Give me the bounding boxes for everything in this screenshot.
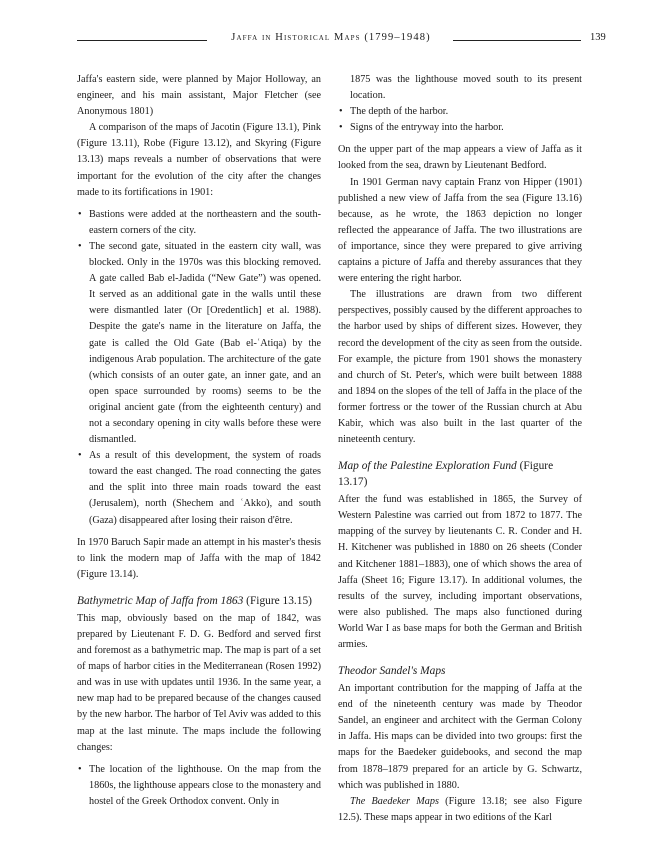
list-item: • The location of the lighthouse. On the map from the 1860s, the lighthouse appears close to the monastery and hostel of the Greek Orthodox convent. Only in (77, 762, 321, 810)
section-heading (338, 663, 582, 679)
section-heading (77, 593, 321, 609)
paragraph: In 1970 Baruch Sapir made an attempt in his master's thesis to link the modern map of Jaffa with the map of 1842 (Figure 13.14). (77, 536, 321, 580)
list-item: • The depth of the harbor. (338, 104, 582, 120)
running-head: Jaffa in Historical Maps (1799–1948) (231, 32, 431, 43)
paragraph: Jaffa's eastern side, were planned by Major Holloway, an engineer, and his main assistant, Major Fletcher (see Anonymous 1801) (77, 74, 321, 118)
inline-title: The Baedeker Maps (350, 795, 439, 807)
paragraph: In 1901 German navy captain Franz von Hipper (1901) published a new view of Jaffa from the sea (Figure 13.16) because, as he wrote, the 1863 depiction no longer reflected the appearance of Jaffa. The two illustrations are of importance, since they were prepared to give arriving captains a picture of Jaffa and thereby assurances that they were entering the right harbor. (338, 176, 582, 285)
page-number: 139 (590, 32, 606, 43)
paragraph (338, 794, 582, 826)
section-heading-figure-ref: (Figure 13.17) (338, 460, 554, 489)
list-item: • The second gate, situated in the eastern city wall, was blocked. Only in the 1970s was this blocking removed. A gate called Bab el-Jadida (“New Gate”) was opened. It served as an additional gate in the walls until these were dismantled later (Or [Oredentlich] et al. 1988). Despite the gate's name in the literature on Jaffa, the gate is called the Old Gate (Bab el-ʿAtiqa) by the indigenous Arab population. The architecture of the gate (which consists of an outer gate, an inner gate, and an open space surrounded by rooms) seems to be the original ancient gate (from the eighteenth century) and not a secondary opening in city walls before these were dismantled. (77, 239, 321, 448)
header-rule-left (77, 40, 207, 41)
paragraph: The illustrations are drawn from two different perspectives, possibly caused by the different approaches to the harbor used by ships of different sizes. However, they record the development of the city as seen from the outside. For example, the picture from 1901 shows the monastery and church of St. Peter's, which were built between 1888 and 1894 on the slopes of the tell of Jaffa in the place of the former fortress or the tower of the Russian church at Abu Kabir, which was also built in the last quarter of the nineteenth century. (338, 289, 582, 446)
list-item-continued: 1875 was the lighthouse moved south to its present location. (350, 74, 582, 102)
bullet-list (77, 762, 321, 810)
section-heading-figure-ref: (Figure 13.15) (243, 594, 312, 607)
paragraph: This map, obviously based on the map of 1842, was prepared by Lieutenant F. D. G. Bedford and served first and foremost as a bathymetric map. The map is part of a set of maps of harbor cities in the Mediterranean (Rosen 1992) and was in use with updates until 1936. In the same year, a new map had to be prepared because of the changes caused by the new harbor. The harbor of Tel Aviv was added to this map at the last minute. The maps include the following changes: (77, 612, 322, 753)
paragraph: On the upper part of the map appears a view of Jaffa as it looked from the sea, drawn by Lieutenant Bedford. (338, 144, 582, 172)
header-rule-right (453, 40, 581, 41)
section-heading-title: Theodor Sandel's Maps (338, 665, 446, 678)
paragraph: A comparison of the maps of Jacotin (Figure 13.1), Pink (Figure 13.11), Robe (Figure 13.12), and Skyring (Figure 13.13) maps reveals a number of observations that were important for the evolution of the city after the changes made to its fortifications in 1901: (77, 122, 321, 198)
paragraph: An important contribution for the mapping of Jaffa at the end of the nineteenth century was made by Theodor Sandel, an engineer and architect with the German Colony in Jaffa. His maps can be divided into two groups: first the maps for the Baedeker guidebooks, and second the map from 1878–1879 prepared for an article by G. Schwartz, which was published in 1880. (338, 683, 582, 791)
bullet-list (338, 72, 582, 136)
list-item: • As a result of this development, the system of roads toward the east changed. The road connecting the gates and the split into three main roads toward the east (Jerusalem), north (Shechem and ʿAkko), and south (Gaza) disappeared after losing their raison d'être. (77, 448, 321, 528)
section-heading (338, 458, 582, 490)
paragraph: After the fund was established in 1865, the Survey of Western Palestine was carried out from 1872 to 1877. The mapping of the survey by lieutenants C. R. Conder and H. H. Kitchener was published in 1880 on 26 sheets (Conder and Kitchener 1881–1883), one of which shows the area of Jaffa (Sheet 16; Figure 13.17). In additional volumes, the results of the survey, including important observations, were also published. The maps also functioned during World War I as base maps for both the German and British armies. (338, 494, 582, 650)
paragraph-text: (Figure 13.18; see also Figure 12.5). These maps appear in two editions of the Karl (338, 795, 582, 823)
list-item: • Signs of the entryway into the harbor. (338, 120, 582, 136)
list-item: • Bastions were added at the northeastern and the south-eastern corners of the city. (77, 207, 321, 239)
bullet-list (77, 207, 321, 529)
section-heading-title: Bathymetric Map of Jaffa from 1863 (77, 594, 244, 607)
right-column (338, 72, 582, 826)
section-heading-title: Map of the Palestine Exploration Fund (338, 460, 517, 473)
left-column (77, 72, 321, 816)
